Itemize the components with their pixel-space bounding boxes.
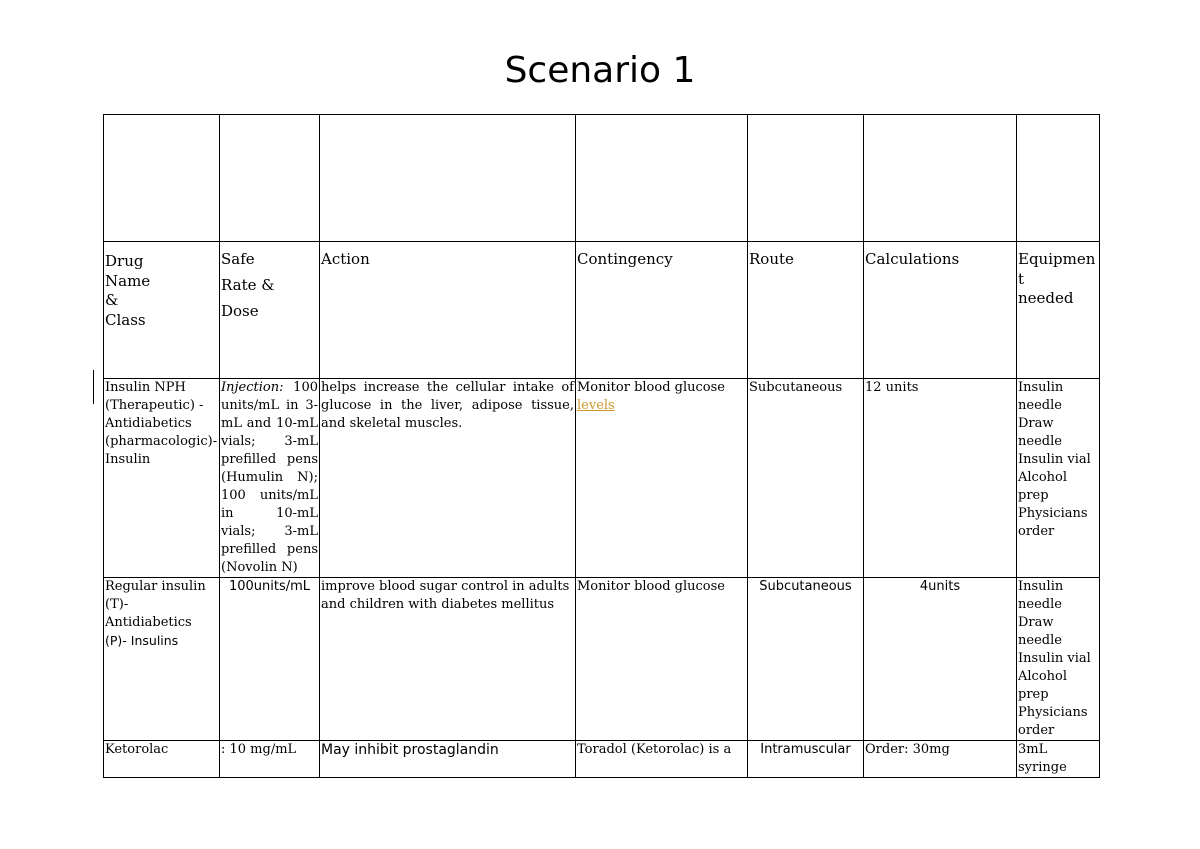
route-cell[interactable]: Subcutaneous <box>748 578 864 741</box>
header-route[interactable]: Route <box>748 242 864 379</box>
blank-cell[interactable] <box>320 115 576 242</box>
header-row <box>104 242 1100 379</box>
action-cell[interactable]: May inhibit prostaglandin <box>320 741 576 778</box>
contingency-cell[interactable]: Monitor blood glucose levels <box>576 379 748 578</box>
header-calculations[interactable]: Calculations <box>864 242 1017 379</box>
header-drug-name-class[interactable]: Drug Name & Class <box>104 242 220 379</box>
text-cursor <box>93 370 94 404</box>
equipment-cell[interactable]: Insulin needle Draw needle Insulin vial Alcohol prep Physicians order <box>1017 578 1100 741</box>
table-row <box>104 379 1100 578</box>
equipment-cell[interactable]: 3mL syringe <box>1017 741 1100 778</box>
header-contingency[interactable]: Contingency <box>576 242 748 379</box>
header-action[interactable]: Action <box>320 242 576 379</box>
route-cell[interactable]: Subcutaneous <box>748 379 864 578</box>
contingency-cell[interactable]: Toradol (Ketorolac) is a <box>576 741 748 778</box>
route-cell[interactable]: Intramuscular <box>748 741 864 778</box>
page-title: Scenario 1 <box>504 50 696 91</box>
safe-dose-cell[interactable]: 100units/mL <box>220 578 320 741</box>
table-row <box>104 741 1100 778</box>
calculations-cell[interactable]: 12 units <box>864 379 1017 578</box>
calculations-cell[interactable]: Order: 30mg <box>864 741 1017 778</box>
calculations-cell[interactable]: 4units <box>864 578 1017 741</box>
equipment-cell[interactable]: Insulin needle Draw needle Insulin vial Alcohol prep Physicians order <box>1017 379 1100 578</box>
blank-row <box>104 115 1100 242</box>
blank-cell[interactable] <box>864 115 1017 242</box>
header-safe-rate-dose[interactable]: Safe Rate & Dose <box>220 242 320 379</box>
levels-link[interactable]: levels <box>577 398 615 413</box>
drug-cell[interactable]: Regular insulin (T)- Antidiabetics (P)- Insulins <box>104 578 220 741</box>
safe-dose-cell[interactable]: : 10 mg/mL <box>220 741 320 778</box>
safe-dose-cell[interactable]: Injection: 100 units/mL in 3-mL and 10-mL vials; 3-mL prefilled pens (Humulin N); 100 units/mL in 10-mL vials; 3-mL prefilled pens (Novolin N) <box>220 379 320 578</box>
drug-cell[interactable]: Insulin NPH (Therapeutic) - Antidiabetics (pharmacologic)- Insulin <box>104 379 220 578</box>
action-cell[interactable]: improve blood sugar control in adults and children with diabetes mellitus <box>320 578 576 741</box>
blank-cell[interactable] <box>1017 115 1100 242</box>
drug-table <box>103 114 1100 778</box>
blank-cell[interactable] <box>104 115 220 242</box>
drug-cell[interactable]: Ketorolac <box>104 741 220 778</box>
blank-cell[interactable] <box>576 115 748 242</box>
contingency-cell[interactable]: Monitor blood glucose <box>576 578 748 741</box>
table-row <box>104 578 1100 741</box>
action-cell[interactable]: helps increase the cellular intake of glucose in the liver, adipose tissue, and skeletal muscles. <box>320 379 576 578</box>
blank-cell[interactable] <box>220 115 320 242</box>
header-equipment-needed[interactable]: Equipment needed <box>1017 242 1100 379</box>
blank-cell[interactable] <box>748 115 864 242</box>
